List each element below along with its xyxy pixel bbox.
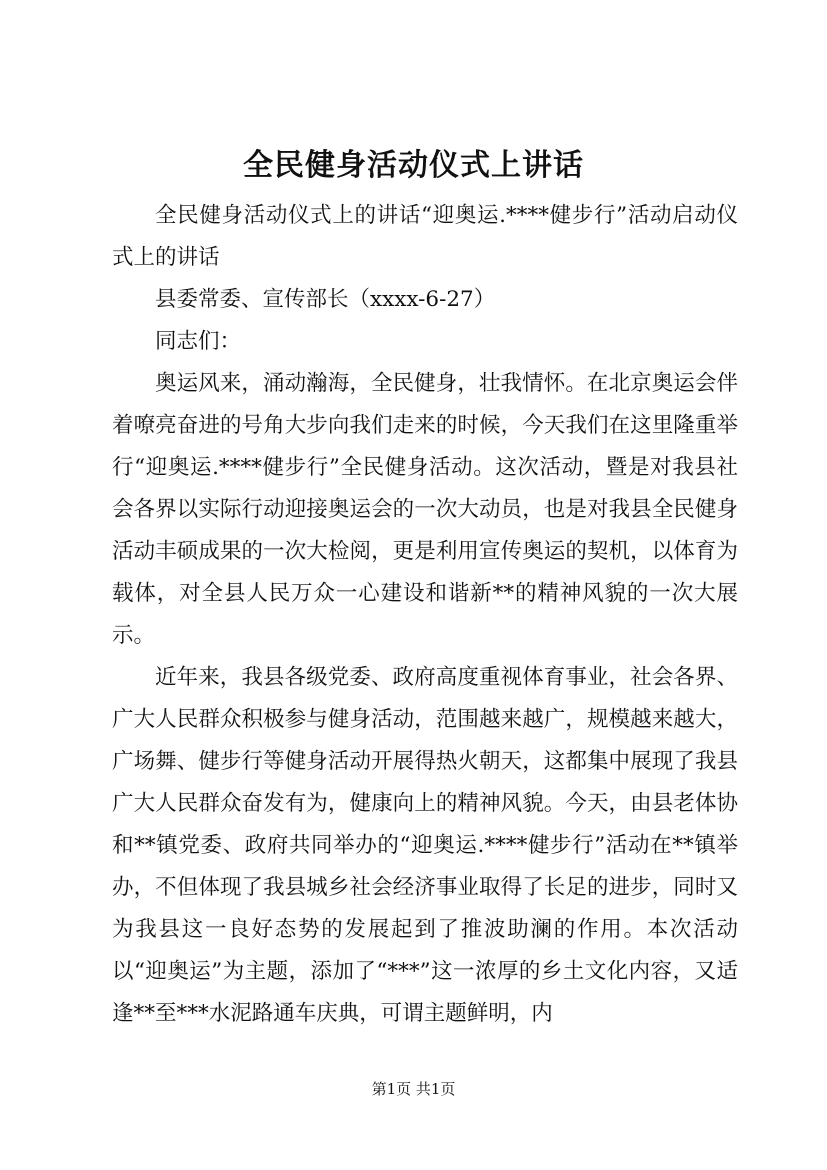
- document-title: 全民健身活动仪式上讲话: [243, 148, 584, 183]
- paragraph-speaker: 县委常委、宣传部长（xxxx-6-27）: [155, 287, 496, 312]
- page-footer: 第1页 共1页: [371, 1080, 456, 1098]
- paragraph-salutation: 同志们：: [155, 329, 242, 354]
- document-body: [112, 195, 738, 1035]
- paragraph-body-1: 奥运风来，涌动瀚海，全民健身，壮我情怀。在北京奥运会伴着嘹亮奋进的号角大步向我们走来的时候，今天我们在这里隆重举行“迎奥运.****健步行”全民健身活动。这次活动，暨是对我县社会各界以实际行动迎接奥运会的一次大动员，也是对我县全民健身活动丰硕成果的一次大检阅，更是利用宣传奥运的契机，以体育为载体，对全县人民万众一心建设和谐新**的精神风貌的一次大展示。: [112, 371, 738, 648]
- paragraph-subtitle: 全民健身活动仪式上的讲话“迎奥运.****健步行”活动启动仪式上的讲话: [112, 203, 738, 270]
- paragraph-body-2: 近年来，我县各级党委、政府高度重视体育事业，社会各界、广大人民群众积极参与健身活动，范围越来越广，规模越来越大，广场舞、健步行等健身活动开展得热火朝天，这都集中展现了我县广大人民群众奋发有为，健康向上的精神风貌。今天，由县老体协和**镇党委、政府共同举办的“迎奥运.****健步行”活动在**镇举办，不但体现了我县城乡社会经济事业取得了长足的进步，同时又为我县这一良好态势的发展起到了推波助澜的作用。本次活动以“迎奥运”为主题，添加了“***”这一浓厚的乡土文化内容，又适逢**至***水泥路通车庆典，可谓主题鲜明，内: [112, 665, 738, 1026]
